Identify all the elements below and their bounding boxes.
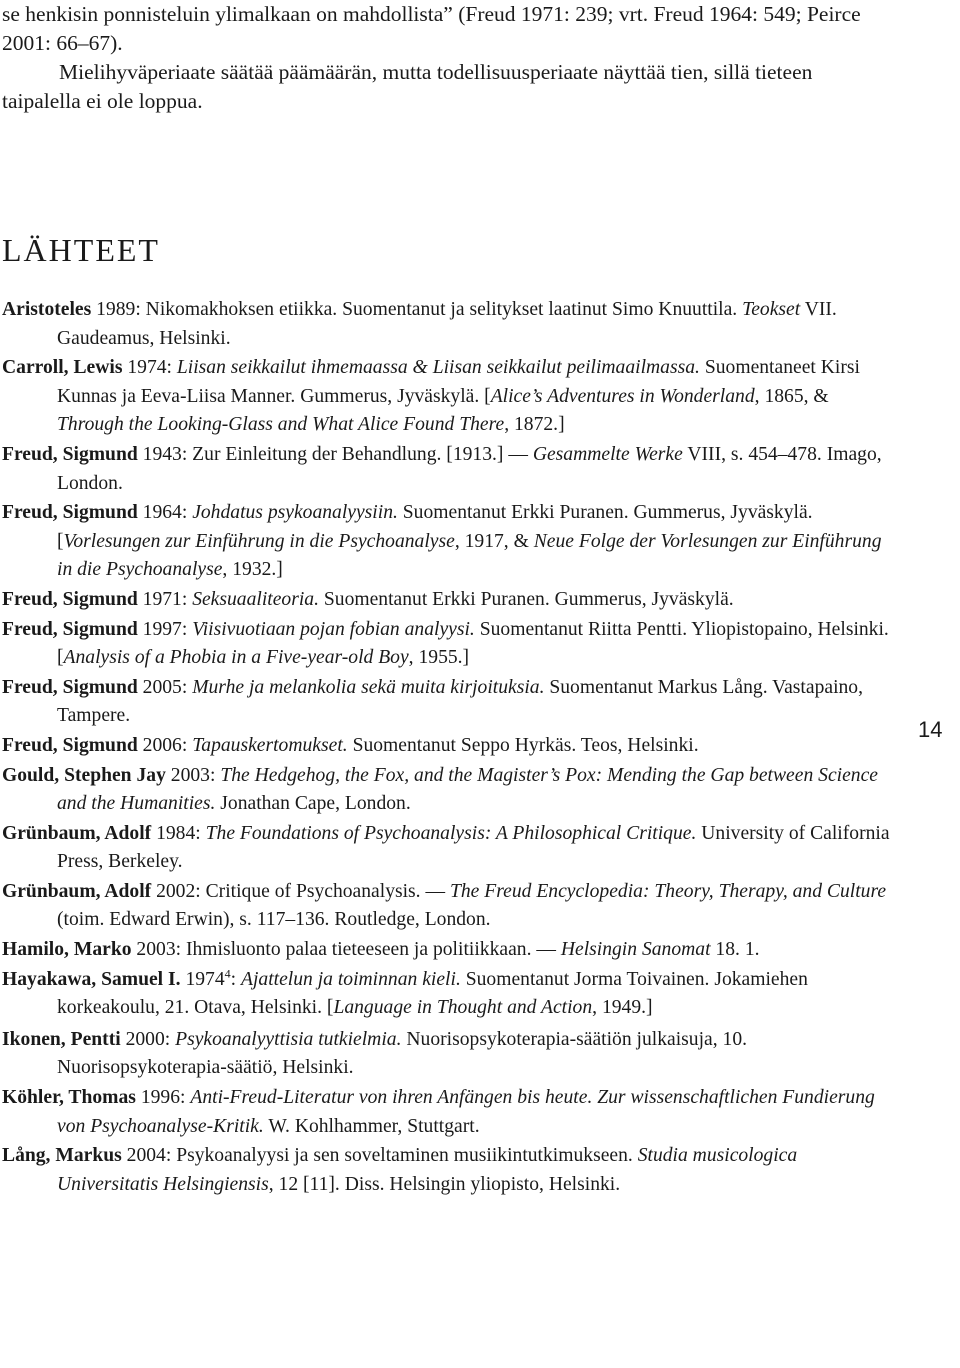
ref-title: Studia musicologica Universitatis Helsingiensis bbox=[57, 1145, 798, 1195]
ref-author: Hamilo, Marko bbox=[2, 939, 132, 961]
ref-title: Alice’s Adventures in Wonderland bbox=[490, 385, 755, 407]
ref-text: 2002: Critique of Psychoanalysis. — bbox=[151, 880, 450, 902]
ref-title: Helsingin Sanomat bbox=[560, 939, 711, 961]
reference-item bbox=[0, 296, 900, 353]
reference-item bbox=[0, 732, 900, 761]
reference-item bbox=[0, 966, 900, 1023]
ref-title: Tapauskertomukset. bbox=[192, 734, 348, 756]
ref-title: Murhe ja melankolia sekä muita kirjoituksia. bbox=[192, 676, 545, 698]
reference-item bbox=[0, 1084, 900, 1141]
ref-author: Freud, Sigmund bbox=[2, 502, 138, 524]
reference-item bbox=[0, 1142, 900, 1199]
ref-text: W. Kohlhammer, Stuttgart. bbox=[263, 1115, 480, 1137]
ref-text: 2004: Psykoanalyysi ja sen soveltaminen musiikintutkimukseen. bbox=[121, 1145, 638, 1167]
ref-text: 18. 1. bbox=[710, 939, 760, 961]
ref-title: Liisan seikkailut ihmemaassa & Liisan seikkailut peilimaailmassa. bbox=[176, 357, 700, 379]
ref-text: 1989: Nikomakhoksen etiikka. Suomentanut ja selitykset laatinut Simo Knuuttila. bbox=[91, 299, 743, 320]
reference-item bbox=[0, 878, 900, 935]
ref-text: University of California Press, Berkeley. bbox=[57, 822, 890, 873]
ref-text: Suomentaneet Kirsi Kunnas ja Eeva-Liisa Manner. Gummerus, Jyväskylä. [ bbox=[57, 357, 860, 407]
ref-text: 1971: bbox=[137, 588, 193, 610]
ref-author: Lång, Markus bbox=[2, 1145, 122, 1167]
reference-item bbox=[0, 1026, 900, 1083]
ref-text: (toim. Edward Erwin), s. 117–136. Routledge, London. bbox=[57, 909, 491, 931]
reference-item bbox=[0, 674, 900, 731]
ref-title: Through the Looking-Glass and What Alice Found There bbox=[57, 414, 505, 436]
ref-text: 2003: bbox=[165, 764, 221, 786]
ref-title: The Foundations of Psychoanalysis: A Philosophical Critique. bbox=[205, 822, 697, 844]
ref-author: Köhler, Thomas bbox=[2, 1087, 136, 1109]
ref-title: Psykoanalyyttisia tutkielmia. bbox=[175, 1028, 402, 1050]
ref-text: Suomentanut Erkki Puranen. Gummerus, Jyväskylä. bbox=[318, 588, 734, 610]
ref-text: 1964: bbox=[137, 502, 193, 524]
ref-title: Language in Thought and Action bbox=[333, 997, 593, 1019]
ref-text: Nuorisopsykoterapia-säätiön julkaisuja, 10. Nuorisopsykoterapia-säätiö, Helsinki. bbox=[57, 1028, 748, 1079]
ref-author: Freud, Sigmund bbox=[2, 443, 138, 465]
reference-item bbox=[0, 354, 900, 440]
reference-item bbox=[0, 616, 900, 673]
edition-superscript: 4 bbox=[224, 966, 231, 981]
ref-text: 2003: Ihmisluonto palaa tieteeseen ja politiikkaan. — bbox=[131, 939, 561, 961]
ref-author: Grünbaum, Adolf bbox=[2, 880, 152, 902]
ref-title: Seksuaaliteoria. bbox=[192, 588, 319, 610]
ref-text: , 1955.] bbox=[408, 647, 470, 669]
ref-text: 2006: bbox=[137, 734, 193, 756]
ref-author: Aristoteles bbox=[2, 299, 92, 320]
reference-item bbox=[0, 820, 900, 877]
ref-text: 2005: bbox=[137, 676, 193, 698]
ref-title: Johdatus psykoanalyysiin. bbox=[192, 502, 398, 524]
ref-title: Analysis of a Phobia in a Five-year-old Boy bbox=[63, 647, 409, 669]
ref-text: Suomentanut Jorma Toivainen. Jokamiehen korkeakoulu, 21. Otava, Helsinki. [ bbox=[57, 968, 808, 1019]
ref-title: Viisivuotiaan pojan fobian analyysi. bbox=[192, 618, 475, 640]
ref-author: Carroll, Lewis bbox=[2, 357, 123, 379]
ref-text: , 1865, & bbox=[754, 385, 829, 407]
reference-item bbox=[0, 586, 900, 615]
ref-title: Vorlesungen zur Einführung in die Psychoanalyse bbox=[63, 530, 455, 552]
ref-title: Neue Folge der Vorlesungen zur Einführung in die Psychoanalyse bbox=[57, 530, 882, 581]
ref-title: Gesammelte Werke bbox=[532, 443, 683, 465]
ref-title: Teokset bbox=[742, 299, 801, 320]
ref-author: Freud, Sigmund bbox=[2, 734, 138, 756]
ref-author: Freud, Sigmund bbox=[2, 676, 138, 698]
ref-text: Suomentanut Riitta Pentti. Yliopistopaino, Helsinki. [ bbox=[57, 618, 889, 669]
ref-text: , 1917, & bbox=[454, 530, 534, 552]
page-number: 14 bbox=[918, 717, 943, 742]
ref-text: , 1872.] bbox=[504, 414, 565, 436]
section-heading: LÄHTEET bbox=[2, 232, 160, 268]
ref-text: , 1932.] bbox=[222, 559, 283, 581]
ref-author: Freud, Sigmund bbox=[2, 618, 138, 640]
ref-text: 1996: bbox=[135, 1087, 191, 1109]
ref-text: 2000: bbox=[120, 1028, 176, 1050]
ref-author: Ikonen, Pentti bbox=[2, 1028, 121, 1050]
ref-text: Suomentanut Markus Lång. Vastapaino, Tampere. bbox=[57, 676, 864, 727]
ref-text: Suomentanut Seppo Hyrkäs. Teos, Helsinki. bbox=[347, 734, 699, 756]
ref-text: , 1949.] bbox=[592, 997, 653, 1019]
intro-paragraph bbox=[0, 0, 885, 116]
reference-item bbox=[0, 936, 900, 965]
ref-title: The Hedgehog, the Fox, and the Magister’s Pox: Mending the Gap between Science and the Humanities. bbox=[57, 764, 878, 815]
ref-text: , 12 [11]. Diss. Helsingin yliopisto, Helsinki. bbox=[268, 1173, 621, 1195]
ref-author: Gould, Stephen Jay bbox=[2, 764, 166, 786]
intro-line-1: se henkisin ponnisteluin ylimalkaan on mahdollista” (Freud 1971: 239; vrt. Freud 1964: 549; Peirce 2001: 66–67). bbox=[2, 2, 861, 55]
ref-title: The Freud Encyclopedia: Theory, Therapy, and Culture bbox=[449, 880, 887, 902]
reference-item bbox=[0, 762, 900, 819]
ref-text: 1943: Zur Einleitung der Behandlung. [1913.] — bbox=[137, 443, 533, 465]
ref-text: Suomentanut Erkki Puranen. Gummerus, Jyväskylä. [ bbox=[57, 502, 813, 552]
ref-text: VII. Gaudeamus, Helsinki. bbox=[57, 299, 837, 349]
reference-item bbox=[0, 499, 900, 585]
ref-title: Ajattelun ja toiminnan kieli. bbox=[240, 968, 461, 990]
ref-author: Hayakawa, Samuel I. bbox=[2, 968, 181, 990]
ref-text: VIII, s. 454–478. Imago, London. bbox=[57, 443, 882, 494]
ref-text: 1974: bbox=[122, 357, 177, 379]
ref-text: Jonathan Cape, London. bbox=[215, 793, 411, 815]
ref-text: 1997: bbox=[137, 618, 193, 640]
ref-text: 1974 bbox=[180, 968, 225, 990]
reference-list bbox=[0, 296, 900, 1200]
ref-title: Anti-Freud-Literatur von ihren Anfängen bis heute. Zur wissenschaftlichen Fundierung von Psychoanalyse-Kritik. bbox=[57, 1087, 875, 1137]
intro-line-2: Mielihyväperiaate säätää päämäärän, mutta todellisuusperiaate näyttää tien, sillä tieteen taipalella ei ole loppua. bbox=[2, 60, 813, 113]
reference-item bbox=[0, 441, 900, 498]
ref-text: 1984: bbox=[151, 822, 206, 844]
ref-author: Grünbaum, Adolf bbox=[2, 822, 152, 844]
ref-author: Freud, Sigmund bbox=[2, 588, 138, 610]
ref-text: : bbox=[230, 968, 241, 990]
